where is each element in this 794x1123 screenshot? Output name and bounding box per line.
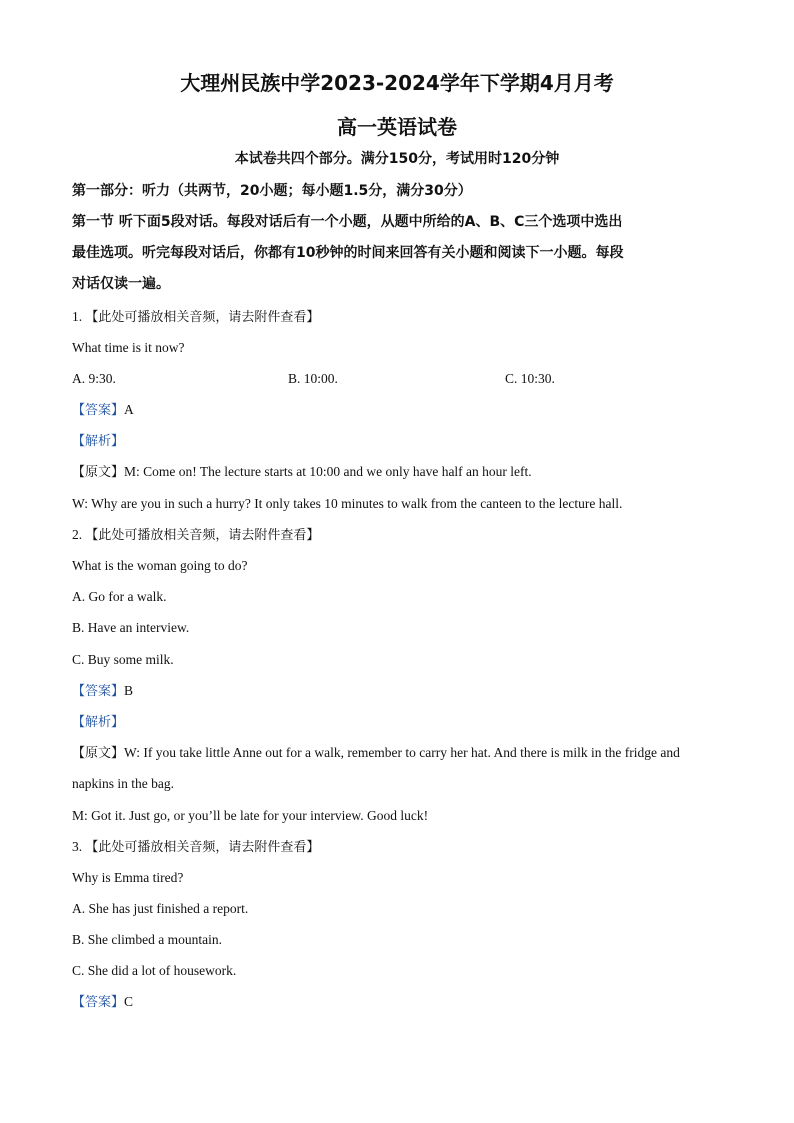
question-1-original-line1: [72, 463, 532, 482]
answer-label: 【答案】: [72, 995, 125, 1010]
question-3-audio-note[interactable]: 【此处可播放相关音频，请去附件查看】: [85, 840, 320, 855]
part1-heading: 第一部分：听力（共两节，20小题；每小题1.5分，满分30分）: [72, 183, 472, 199]
exam-info: 本试卷共四个部分。满分150分，考试用时120分钟: [234, 151, 560, 167]
question-1-original-text1: M: Come on! The lecture starts at 10:00 and we only have half an hour left.: [124, 464, 532, 479]
question-3-number: 3.: [72, 839, 83, 854]
question-3-option-a: A. She has just finished a report.: [72, 901, 249, 916]
question-2-number: 2.: [72, 527, 83, 542]
exam-subtitle: 高一英语试卷: [337, 115, 457, 139]
question-3-audio: [72, 838, 319, 857]
question-3-answer: [72, 993, 133, 1012]
question-2-audio-note[interactable]: 【此处可播放相关音频，请去附件查看】: [85, 528, 320, 543]
question-1-audio: [72, 308, 319, 327]
question-1-option-b: B. 10:00.: [288, 371, 338, 386]
question-2-original-line1: [72, 744, 680, 763]
question-1-number: 1.: [72, 309, 83, 324]
section1-instruction-line2: 最佳选项。听完每段对话后，你都有10秒钟的时间来回答有关小题和阅读下一小题。每段: [72, 245, 624, 261]
question-1-answer-value: A: [124, 402, 134, 417]
question-2-answer-value: B: [124, 683, 134, 698]
question-3-option-b: B. She climbed a mountain.: [72, 932, 222, 947]
question-2-option-c: C. Buy some milk.: [72, 652, 174, 667]
question-2-audio: [72, 526, 319, 545]
question-1-analysis: [72, 432, 124, 451]
question-2-analysis: [72, 713, 124, 732]
analysis-label: 【解析】: [72, 715, 125, 730]
answer-label: 【答案】: [72, 684, 125, 699]
question-2-prompt: What is the woman going to do?: [72, 558, 248, 573]
original-label: 【原文】: [72, 465, 125, 480]
question-1-original-line2: W: Why are you in such a hurry? It only takes 10 minutes to walk from the canteen to the lecture hall.: [72, 496, 623, 511]
question-3-option-c: C. She did a lot of housework.: [72, 963, 237, 978]
question-1-option-c: C. 10:30.: [505, 371, 555, 386]
question-2-original-line2: napkins in the bag.: [72, 776, 174, 791]
question-3-answer-value: C: [124, 994, 134, 1009]
answer-label: 【答案】: [72, 403, 125, 418]
question-3-prompt: Why is Emma tired?: [72, 870, 184, 885]
analysis-label: 【解析】: [72, 434, 125, 449]
question-2-option-b: B. Have an interview.: [72, 620, 190, 635]
question-1-prompt: What time is it now?: [72, 340, 185, 355]
exam-title: 大理州民族中学2023-2024学年下学期4月月考: [180, 71, 614, 95]
question-2-original-line3: M: Got it. Just go, or you’ll be late for your interview. Good luck!: [72, 808, 429, 823]
original-label: 【原文】: [72, 746, 125, 761]
question-2-option-a: A. Go for a walk.: [72, 589, 167, 604]
question-1-audio-note[interactable]: 【此处可播放相关音频，请去附件查看】: [85, 310, 320, 325]
question-2-answer: [72, 682, 133, 701]
question-2-original-text1: W: If you take little Anne out for a walk, remember to carry her hat. And there is milk in the fridge and: [124, 745, 680, 760]
section1-instruction-line1: 第一节 听下面5段对话。每段对话后有一个小题，从题中所给的A、B、C三个选项中选出: [72, 214, 623, 230]
section1-instruction-line3: 对话仅读一遍。: [72, 276, 170, 292]
question-1-option-a: A. 9:30.: [72, 371, 116, 386]
question-1-answer: [72, 401, 134, 420]
